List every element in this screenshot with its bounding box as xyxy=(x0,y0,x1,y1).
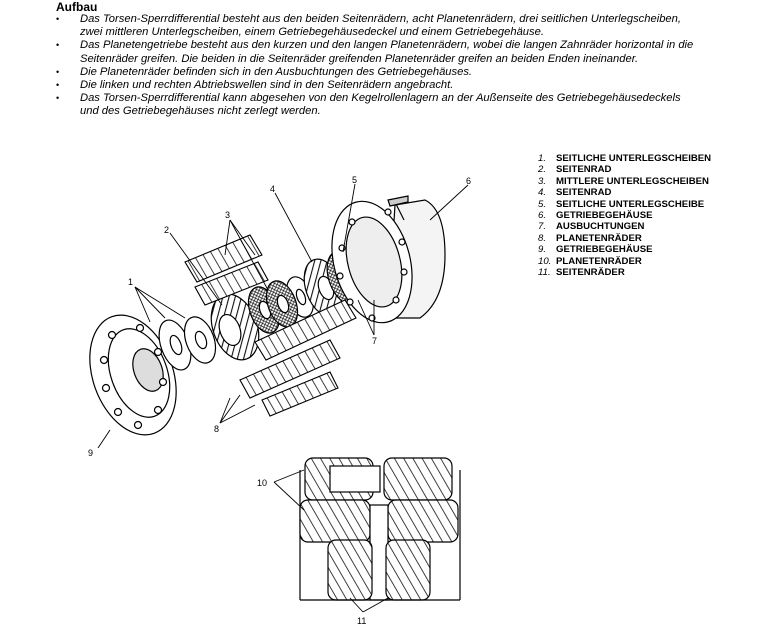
legend-number: 4. xyxy=(538,187,547,199)
legend-number: 3. xyxy=(538,175,547,187)
legend-number: 8. xyxy=(538,232,547,244)
bullet-item: • Die Planetenräder befinden sich in den Ausbuchtungen des Getriebegehäuses. xyxy=(56,66,696,79)
legend-text: PLANETENRÄDER xyxy=(556,232,642,244)
gear-assembly-detail xyxy=(300,458,460,600)
callout-7: 7 xyxy=(372,336,378,346)
legend-text: MITTLERE UNTERLEGSCHEIBEN xyxy=(556,175,709,187)
legend-text: GETRIEBEGEHÄUSE xyxy=(556,244,653,256)
callout-6: 6 xyxy=(466,176,472,186)
callout-5: 5 xyxy=(352,175,358,185)
legend-number: 6. xyxy=(538,210,547,222)
bullet-item: • Die linken und rechten Abtriebswellen sind in den Seitenrädern angebracht. xyxy=(56,79,696,92)
legend-text: SEITENRÄDER xyxy=(556,267,625,279)
callout-2: 2 xyxy=(164,225,170,235)
callout-1: 1 xyxy=(128,277,134,287)
legend-number: 2. xyxy=(538,164,547,176)
legend-number: 1. xyxy=(538,153,547,164)
callout-10: 10 xyxy=(257,478,268,488)
legend-text: PLANETENRÄDER xyxy=(556,255,642,267)
callout-4: 4 xyxy=(270,184,276,194)
legend-number: 7. xyxy=(538,221,547,233)
legend-text: SEITLICHE UNTERLEGSCHEIBEN xyxy=(556,153,712,164)
bullet-item: • Das Torsen-Sperrdifferential besteht aus den beiden Seitenrädern, acht Planetenrädern, drei seitlichen Unterlegscheiben, zwei mittleren Unterlegscheiben, einem Getriebegehäusedeckel und einem Getriebegehäuse. xyxy=(56,13,696,39)
legend-text: SEITENRAD xyxy=(556,187,612,199)
callout-9: 9 xyxy=(88,448,94,458)
legend-text: AUSBUCHTUNGEN xyxy=(556,221,645,233)
bullet-item: • Das Torsen-Sperrdifferential kann abgesehen von den Kegelrollenlagern an der Außenseite des Getriebegehäusedeckels und des Getriebegehäuses nicht zerlegt werden. xyxy=(56,92,696,118)
legend-number: 10. xyxy=(538,255,552,267)
legend-text: SEITLICHE UNTERLEGSCHEIBE xyxy=(556,198,705,210)
section-heading: Aufbau xyxy=(56,0,98,14)
legend-number: 11. xyxy=(538,267,551,279)
legend-number: 5. xyxy=(538,198,547,210)
callout-11: 11 xyxy=(357,616,367,626)
callout-3: 3 xyxy=(225,210,231,220)
legend-number: 9. xyxy=(538,244,547,256)
legend-text: SEITENRAD xyxy=(556,164,612,176)
callout-8: 8 xyxy=(214,424,220,434)
bullet-item: • Das Planetengetriebe besteht aus den kurzen und den langen Planetenrädern, wobei die langen Zahnräder horizontal in die Seitenräder greifen. Die beiden in die Seitenräder greifenden Planetenräder greifen an beiden Enden ineinander. xyxy=(56,39,696,65)
legend-text: GETRIEBEGEHÄUSE xyxy=(556,210,653,222)
